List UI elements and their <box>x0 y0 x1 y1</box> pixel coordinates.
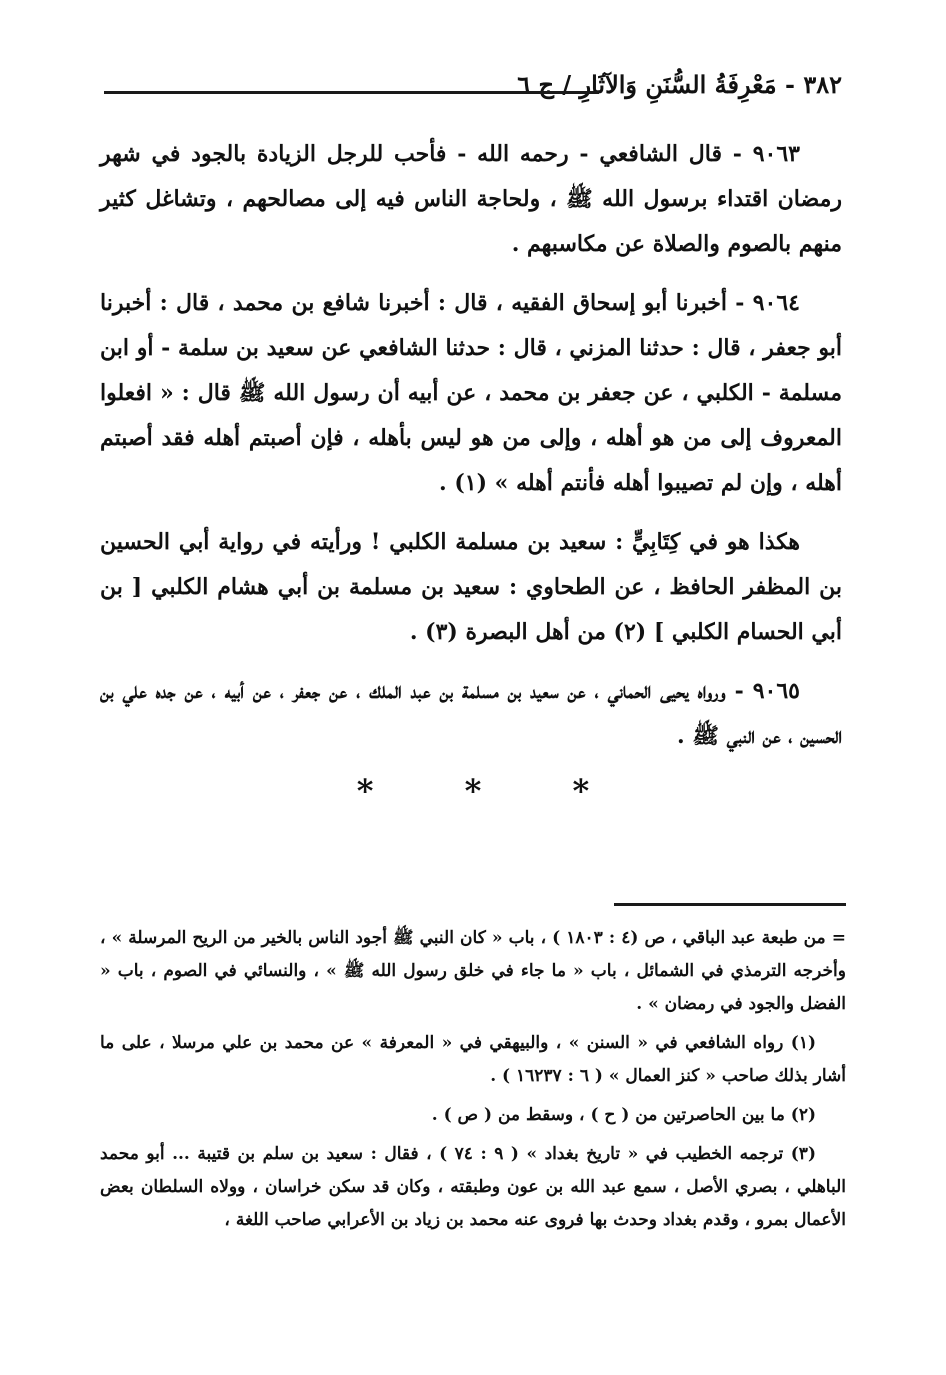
running-header: ٣٨٢ - مَعْرِفَةُ السُّنَنِ وَالآثَارِ / ج ٦ <box>517 70 842 99</box>
section-separator: * * * <box>356 772 630 810</box>
paragraph-commentary: هكذا هو في كِتَابِيٍّ : سعيد بن مسلمة الكلبي ! ورأيته في رواية أبي الحسين بن المظفر الحافظ ، عن الطحاوي : سعيد بن مسلمة بن أبي هشام الكلبي [ بن أبي الحسام الكلبي ] (٢) من أهل البصرة (٣) . <box>100 529 842 645</box>
paragraph-9063: ٩٠٦٣ - قال الشافعي - رحمه الله - فأحب للرجل الزيادة بالجود في شهر رمضان اقتداء برسول الله ﷺ ، ولحاجة الناس فيه إلى مصالحهم ، وتشاغل كثير منهم بالصوم والصلاة عن مكاسبهم . <box>100 141 842 257</box>
footnote-continuation: = من طبعة عبد الباقي ، ص (٤ : ١٨٠٣ ) ، باب « كان النبي ﷺ أجود الناس بالخير من الريح المرسلة » ، وأخرجه الترمذي في الشمائل ، باب « ما جاء في خلق رسول الله ﷺ » ، والنسائي في الصوم ، باب « الفضل والجود في رمضان » . <box>100 928 846 1014</box>
paragraph-9065: ٩٠٦٥ - ورواه يحيى الحماني ، عن سعيد بن مسلمة بن عبد الملك ، عن جعفر ، عن أبيه ، عن جده علي بن الحسين ، عن النبي ﷺ . <box>100 678 842 749</box>
main-text <box>100 132 842 773</box>
header-rule <box>104 91 599 94</box>
footnote-2: (٢) ما بين الحاصرتين من ( ح ) ، وسقط من ( ص ) . <box>431 1105 816 1125</box>
footnote-3: (٣) ترجمه الخطيب في « تاريخ بغداد » ( ٩ : ٧٤ ) ، فقال : سعيد بن سلم بن قتيبة ... أبو محمد الباهلي ، بصري الأصل ، سمع عبد الله بن عون وطبقته ، وكان قد سكن خراسان ، وولاه السلطان بعض الأعمال بمرو ، وقدم بغداد وحدث بها فروى عنه محمد بن زياد بن الأعرابي صاحب اللغة ، <box>100 1144 846 1230</box>
paragraph-9064: ٩٠٦٤ - أخبرنا أبو إسحاق الفقيه ، قال : أخبرنا شافع بن محمد ، قال : أخبرنا أبو جعفر ، قال : حدثنا المزني ، قال : حدثنا الشافعي عن سعيد بن سلمة - أو ابن مسلمة - الكلبي ، عن جعفر بن محمد ، عن أبيه أن رسول الله ﷺ قال : « افعلوا المعروف إلى من هو أهله ، وإلى من هو ليس بأهله ، فإن أصبتم أهله فقد أصبتم أهله ، وإن لم تصيبوا أهله فأنتم أهله » (١) . <box>100 290 842 496</box>
footnote-rule <box>614 903 846 906</box>
footnote-1: (١) رواه الشافعي في « السنن » ، والبيهقي في « المعرفة » عن محمد بن علي مرسلا ، على ما أشار بذلك صاحب « كنز العمال » ( ٦ : ١٦٢٣٧ ) . <box>100 1033 846 1086</box>
footnotes <box>100 922 846 1243</box>
